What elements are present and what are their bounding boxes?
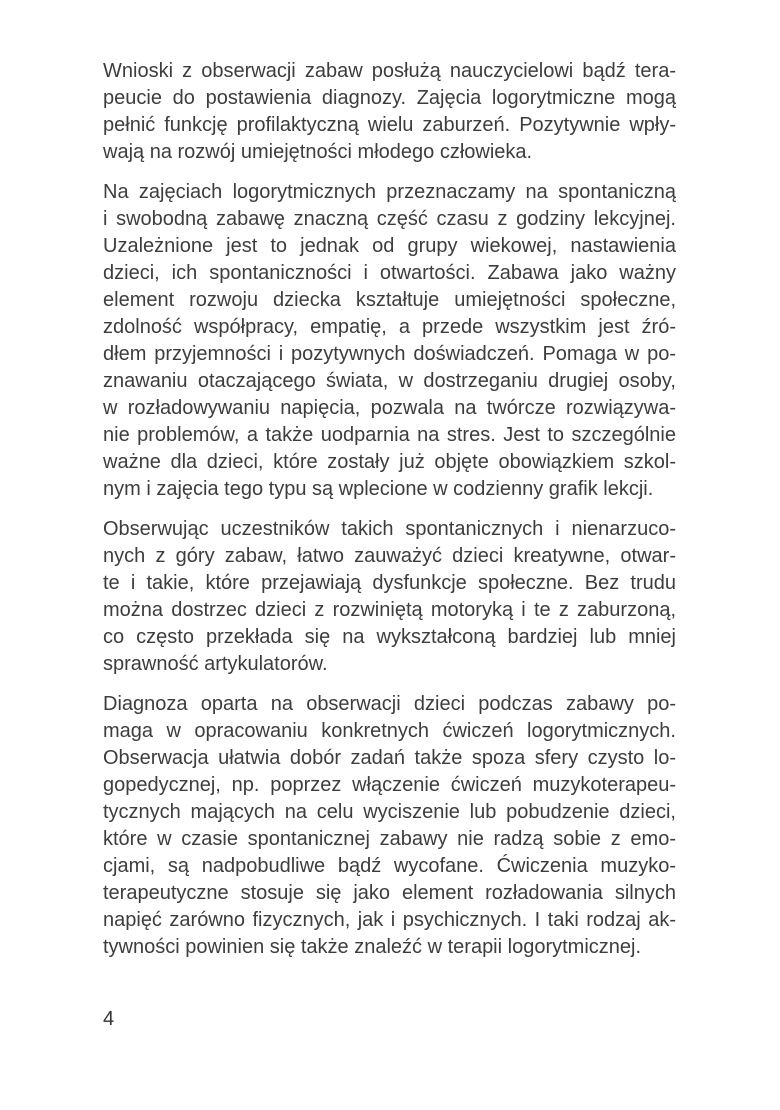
text-line: tywności powinien się także znaleźć w terapii logorytmicznej. (103, 936, 642, 958)
text-line: można dostrzec dzieci z rozwiniętą motoryką i te z zaburzoną, (103, 599, 676, 621)
paragraph (103, 691, 676, 961)
text-line: sprawność artykulatorów. (103, 653, 328, 675)
text-line: Uzależnione jest to jednak od grupy wiekowej, nastawienia (103, 235, 676, 257)
text-line: i swobodną zabawę znaczną część czasu z godziny lekcyjnej. (103, 208, 676, 230)
text-line: które w czasie spontanicznej zabawy nie radzą sobie z emo- (103, 828, 676, 850)
text-line: Obserwacja ułatwia dobór zadań także spoza sfery czysto lo- (103, 747, 676, 769)
page-text (103, 58, 676, 961)
text-line: nym i zajęcia tego typu są wplecione w codzienny grafik lekcji. (103, 478, 654, 500)
text-line: dłem przyjemności i pozytywnych doświadczeń. Pomaga w po- (103, 343, 676, 365)
text-line: te i takie, które przejawiają dysfunkcje społeczne. Bez trudu (103, 572, 676, 594)
text-line: w rozładowywaniu napięcia, pozwala na twórcze rozwiązywa- (103, 397, 676, 419)
text-line: Na zajęciach logorytmicznych przeznaczamy na spontaniczną (103, 181, 676, 203)
text-line: wają na rozwój umiejętności młodego człowieka. (103, 141, 533, 163)
text-line: terapeutyczne stosuje się jako element rozładowania silnych (103, 882, 676, 904)
text-line: pełnić funkcję profilaktyczną wielu zaburzeń. Pozytywnie wpły- (103, 114, 676, 136)
text-line: cjami, są nadpobudliwe bądź wycofane. Ćwiczenia muzyko- (103, 855, 676, 877)
text-line: Diagnoza oparta na obserwacji dzieci podczas zabawy po- (103, 693, 676, 715)
text-line: co często przekłada się na wykształconą bardziej lub mniej (103, 626, 676, 648)
text-line: gopedycznej, np. poprzez włączenie ćwiczeń muzykoterapeu- (103, 774, 676, 796)
paragraph (103, 516, 676, 678)
text-line: Wnioski z obserwacji zabaw posłużą nauczycielowi bądź tera- (103, 60, 676, 82)
text-line: znawaniu otaczającego świata, w dostrzeganiu drugiej osoby, (103, 370, 676, 392)
text-line: zdolność współpracy, empatię, a przede wszystkim jest źró- (103, 316, 676, 338)
text-line: ważne dla dzieci, które zostały już objęte obowiązkiem szkol- (103, 451, 676, 473)
paragraph (103, 179, 676, 503)
text-line: napięć zarówno fizycznych, jak i psychicznych. I taki rodzaj ak- (103, 909, 676, 931)
text-line: nych z góry zabaw, łatwo zauważyć dzieci kreatywne, otwar- (103, 545, 676, 567)
text-line: maga w opracowaniu konkretnych ćwiczeń logorytmicznych. (103, 720, 676, 742)
paragraph (103, 58, 676, 166)
text-line: peucie do postawienia diagnozy. Zajęcia logorytmiczne mogą (103, 87, 676, 109)
text-line: nie problemów, a także uodparnia na stres. Jest to szczególnie (103, 424, 676, 446)
text-line: tycznych mających na celu wyciszenie lub pobudzenie dzieci, (103, 801, 676, 823)
page-number: 4 (103, 1008, 115, 1030)
text-line: element rozwoju dziecka kształtuje umiejętności społeczne, (103, 289, 676, 311)
text-line: Obserwując uczestników takich spontanicznych i nienarzuco- (103, 518, 676, 540)
text-line: dzieci, ich spontaniczności i otwartości. Zabawa jako ważny (103, 262, 676, 284)
